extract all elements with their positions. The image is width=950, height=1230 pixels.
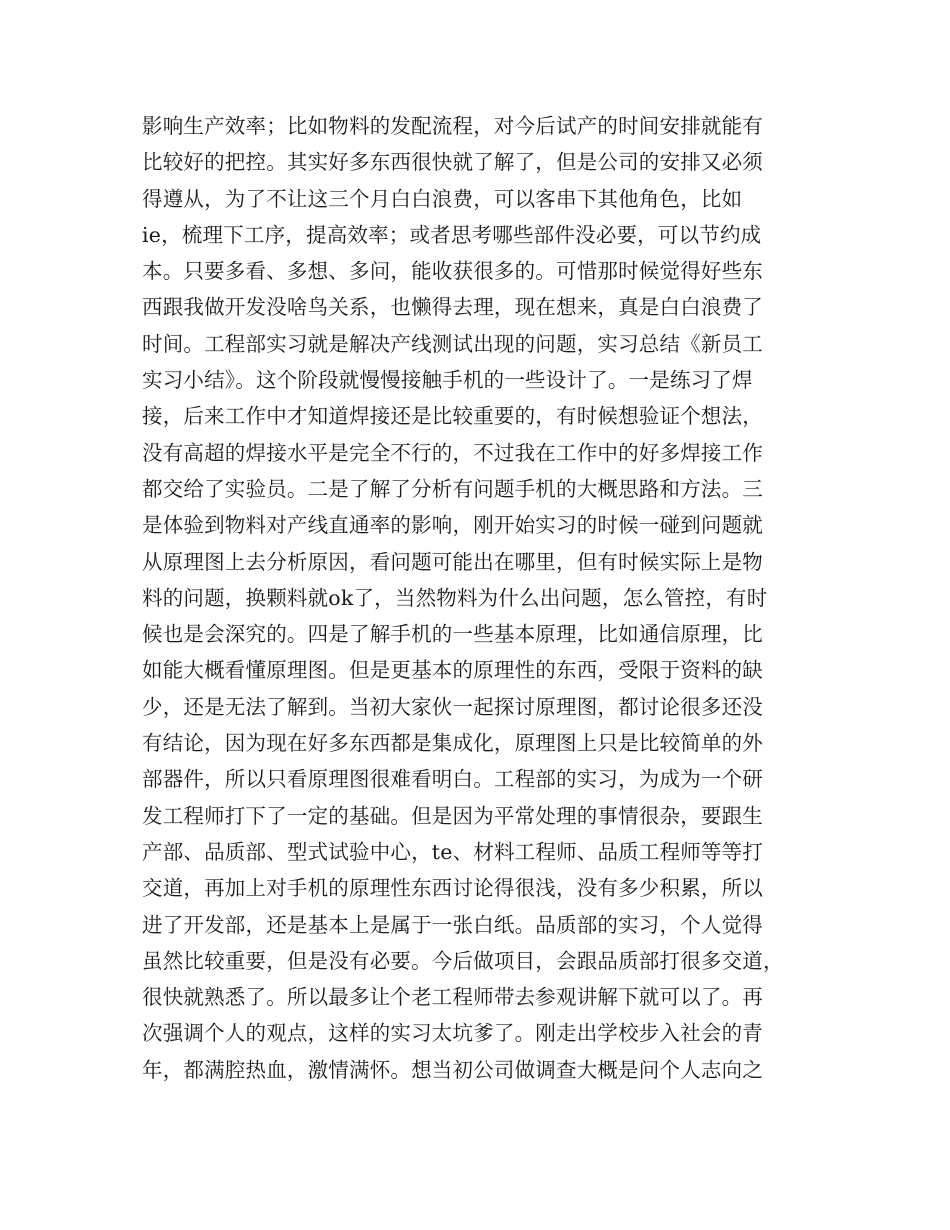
text-line: 接，后来工作中才知道焊接还是比较重要的，有时候想验证个想法， [142, 404, 763, 429]
text-line: 料的问题，换颗料就ok了，当然物料为什么出问题，怎么管控，有时 [142, 585, 768, 610]
text-line: 时间。工程部实习就是解决产线测试出现的问题，实习总结《新员工 [142, 331, 763, 356]
text-line: 实习小结》。这个阶段就慢慢接触手机的一些设计了。一是练习了焊 [142, 368, 753, 393]
text-line: 年，都满腔热血，激情满怀。想当初公司做调查大概是问个人志向之 [142, 1057, 763, 1082]
body-text [142, 108, 822, 1088]
text-line: 次强调个人的观点，这样的实习太坑爹了。刚走出学校步入社会的青 [142, 1021, 763, 1046]
text-line: 没有高超的焊接水平是完全不行的，不过我在工作中的好多焊接工作 [142, 440, 763, 465]
text-line: 从原理图上去分析原因，看问题可能出在哪里，但有时候实际上是物 [142, 549, 763, 574]
text-line: 有结论，因为现在好多东西都是集成化，原理图上只是比较简单的外 [142, 731, 763, 756]
text-line: 是体验到物料对产线直通率的影响，刚开始实习的时候一碰到问题就 [142, 513, 763, 538]
text-line: 影响生产效率；比如物料的发配流程，对今后试产的时间安排就能有 [142, 114, 763, 138]
text-line: 很快就熟悉了。所以最多让个老工程师带去参观讲解下就可以了。再 [142, 985, 763, 1010]
text-line: 候也是会深究的。四是了解手机的一些基本原理，比如通信原理，比 [142, 622, 763, 647]
text-line: 部器件，所以只看原理图很难看明白。工程部的实习，为成为一个研 [142, 767, 763, 792]
text-line: 都交给了实验员。二是了解了分析有问题手机的大概思路和方法。三 [142, 476, 763, 501]
text-line: 少，还是无法了解到。当初大家伙一起探讨原理图，都讨论很多还没 [142, 694, 763, 719]
text-line: 西跟我做开发没啥鸟关系，也懒得去理，现在想来，真是白白浪费了 [142, 295, 763, 320]
text-line: ie，梳理下工序，提高效率；或者思考哪些部件没必要，可以节约成 [142, 222, 762, 247]
text-line: 本。只要多看、多想、多问，能收获很多的。可惜那时候觉得好些东 [142, 259, 763, 284]
text-line: 交道，再加上对手机的原理性东西讨论得很浅，没有多少积累，所以 [142, 876, 763, 901]
text-line: 比较好的把控。其实好多东西很快就了解了，但是公司的安排又必须 [142, 150, 763, 175]
text-line: 如能大概看懂原理图。但是更基本的原理性的东西，受限于资料的缺 [142, 658, 763, 683]
text-line: 产部、品质部、型式试验中心，te、材料工程师、品质工程师等等打 [142, 839, 764, 864]
text-line: 得遵从，为了不让这三个月白白浪费，可以客串下其他角色，比如 [142, 186, 743, 211]
text-line: 发工程师打下了一定的基础。但是因为平常处理的事情很杂，要跟生 [142, 803, 763, 828]
text-line: 虽然比较重要，但是没有必要。今后做项目，会跟品质部打很多交道， [142, 948, 784, 973]
text-line: 进了开发部，还是基本上是属于一张白纸。品质部的实习，个人觉得 [142, 912, 763, 937]
